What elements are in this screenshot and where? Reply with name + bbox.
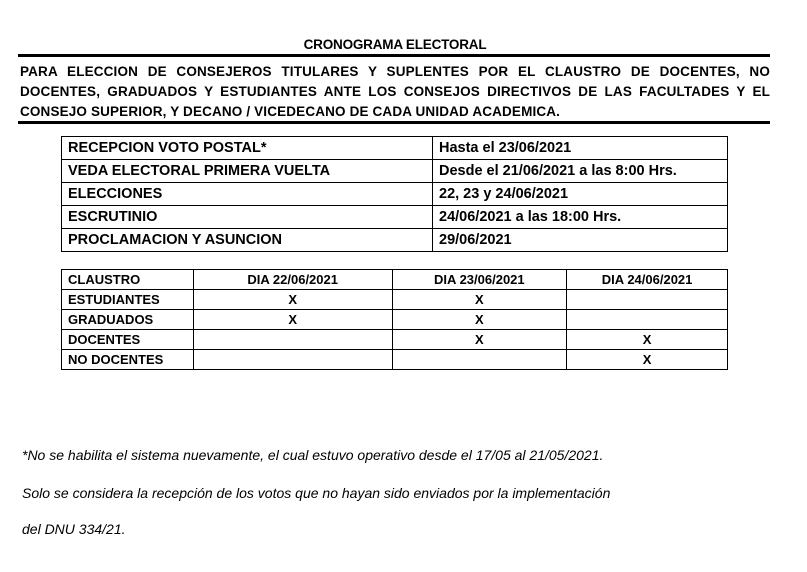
- table-row: [62, 229, 728, 252]
- claustro-cell: ESTUDIANTES: [62, 290, 194, 310]
- day-mark-cell: X: [193, 310, 392, 330]
- table-row: [62, 290, 728, 310]
- schedule-value: Hasta el 23/06/2021: [433, 137, 728, 160]
- claustro-cell: DOCENTES: [62, 330, 194, 350]
- day-mark-cell: [567, 310, 728, 330]
- footnote-line-1: *No se habilita el sistema nuevamente, el cual estuvo operativo desde el 17/05 al 21/05/2021.: [22, 447, 604, 463]
- column-header: DIA 22/06/2021: [193, 270, 392, 290]
- day-mark-cell: [567, 290, 728, 310]
- footnote-line-3: del DNU 334/21.: [22, 521, 126, 537]
- schedule-label: VEDA ELECTORAL PRIMERA VUELTA: [62, 160, 433, 183]
- document-title: CRONOGRAMA ELECTORAL: [303, 37, 487, 52]
- day-mark-cell: [193, 330, 392, 350]
- intro-paragraph: PARA ELECCION DE CONSEJEROS TITULARES Y SUPLENTES POR EL CLAUSTRO DE DOCENTES, NO DOCENTES, GRADUADOS Y ESTUDIANTES ANTE LOS CONSEJOS DIRECTIVOS DE LAS FACULTADES Y EL CONSEJO SUPERIOR, Y DECANO / VICEDECANO DE CADA UNIDAD ACADEMICA.: [20, 64, 770, 119]
- claustro-cell: GRADUADOS: [62, 310, 194, 330]
- day-mark-cell: X: [567, 350, 728, 370]
- table-row: [62, 160, 728, 183]
- table-row: [62, 206, 728, 229]
- schedule-label: PROCLAMACION Y ASUNCION: [62, 229, 433, 252]
- day-mark-cell: [392, 350, 567, 370]
- schedule-label: RECEPCION VOTO POSTAL*: [62, 137, 433, 160]
- day-mark-cell: X: [392, 330, 567, 350]
- schedule-value: 24/06/2021 a las 18:00 Hrs.: [433, 206, 728, 229]
- schedule-table: [61, 136, 728, 252]
- column-header: DIA 24/06/2021: [567, 270, 728, 290]
- schedule-value: Desde el 21/06/2021 a las 8:00 Hrs.: [433, 160, 728, 183]
- top-rule: [18, 54, 770, 57]
- day-mark-cell: [193, 350, 392, 370]
- table-row: [62, 183, 728, 206]
- day-mark-cell: X: [392, 310, 567, 330]
- table-row: [62, 310, 728, 330]
- claustro-cell: NO DOCENTES: [62, 350, 194, 370]
- day-mark-cell: X: [567, 330, 728, 350]
- table-header-row: [62, 270, 728, 290]
- column-header: CLAUSTRO: [62, 270, 194, 290]
- column-header: DIA 23/06/2021: [392, 270, 567, 290]
- day-mark-cell: X: [392, 290, 567, 310]
- schedule-value: 29/06/2021: [433, 229, 728, 252]
- schedule-value: 22, 23 y 24/06/2021: [433, 183, 728, 206]
- schedule-label: ELECCIONES: [62, 183, 433, 206]
- footnote-line-2: Solo se considera la recepción de los votos que no hayan sido enviados por la implementación: [22, 485, 611, 501]
- table-row: [62, 330, 728, 350]
- table-row: [62, 350, 728, 370]
- day-mark-cell: X: [193, 290, 392, 310]
- bottom-rule: [18, 121, 770, 124]
- voting-days-table: [61, 269, 728, 370]
- table-row: [62, 137, 728, 160]
- schedule-label: ESCRUTINIO: [62, 206, 433, 229]
